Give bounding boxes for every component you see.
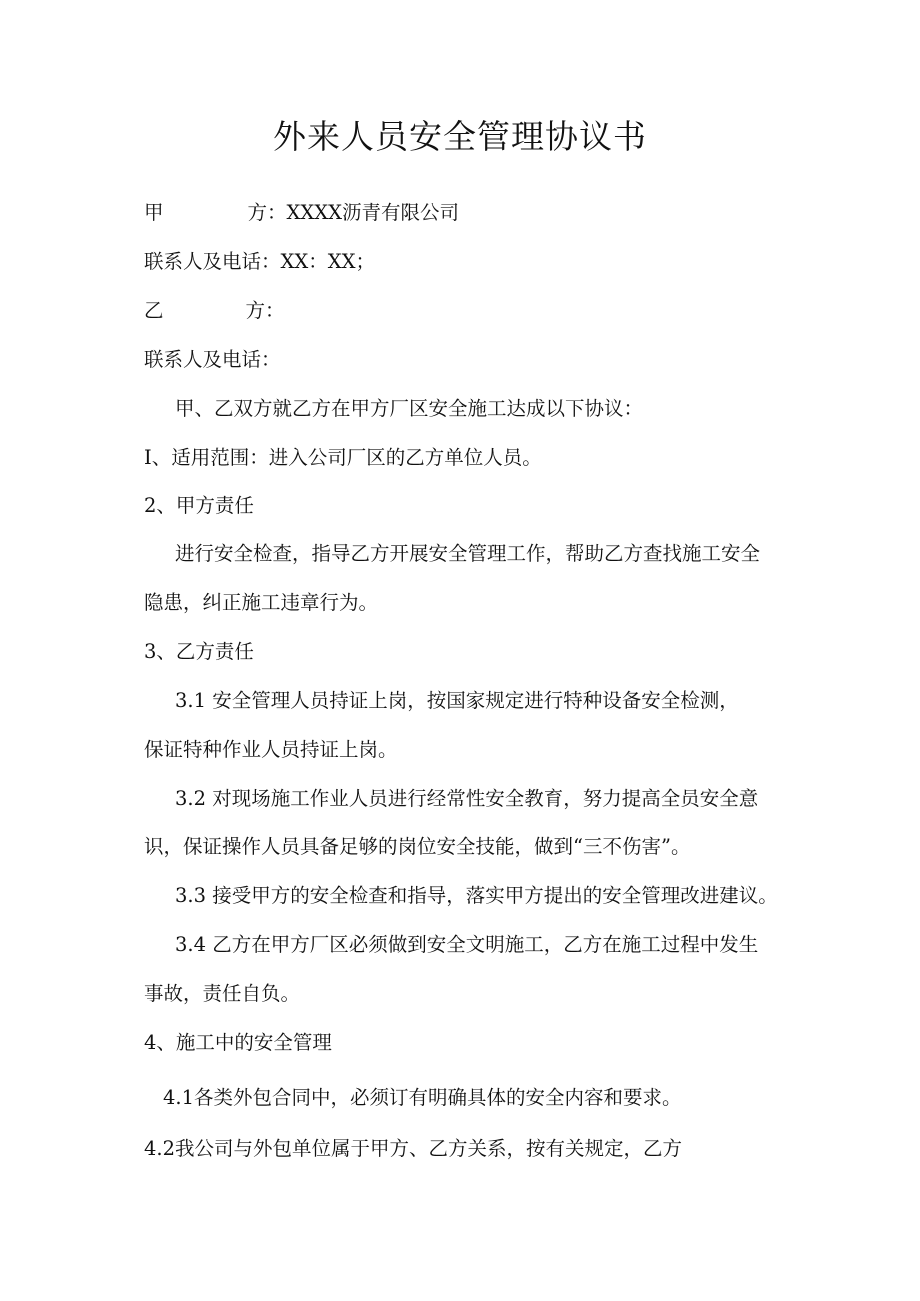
section-3-3: 3.3 接受甲方的安全检查和指导，落实甲方提出的安全管理改进建议。 [175, 884, 778, 907]
section-3-heading: 3、乙方责任 [144, 640, 254, 663]
intro-paragraph: 甲、乙双方就乙方在甲方厂区安全施工达成以下协议： [175, 397, 644, 420]
section-3-1-line1: 3.1 安全管理人员持证上岗，按国家规定进行特种设备安全检测， [175, 689, 739, 712]
party-b-label-char1: 乙 [144, 299, 164, 322]
section-4-2: 4.2我公司与外包单位属于甲方、乙方关系，按有关规定，乙方 [144, 1137, 683, 1160]
party-a-label-char1: 甲 [144, 201, 164, 224]
party-b-line [144, 296, 285, 326]
section-3-4-line2: 事故，责任自负。 [144, 982, 301, 1005]
section-2-text-line1: 进行安全检查，指导乙方开展安全管理工作，帮助乙方查找施工安全 [175, 542, 761, 565]
section-2-text-line2: 隐患，纠正施工违章行为。 [144, 591, 379, 614]
section-4-heading: 4、施工中的安全管理 [144, 1031, 332, 1054]
section-2-heading: 2、甲方责任 [144, 494, 254, 517]
section-1: I、适用范围：进入公司厂区的乙方单位人员。 [144, 446, 542, 469]
party-a-label-char2: 方： [247, 201, 287, 224]
section-3-1-line2: 保证特种作业人员持证上岗。 [144, 738, 398, 761]
section-4-1: 4.1各类外包合同中，必须订有明确具体的安全内容和要求。 [163, 1086, 682, 1109]
section-3-4-line1: 3.4 乙方在甲方厂区必须做到安全文明施工，乙方在施工过程中发生 [175, 933, 759, 956]
party-a-value: XXXX沥青有限公司 [286, 201, 460, 224]
party-a-contact: 联系人及电话：XX：XX； [144, 250, 376, 273]
party-a-line [144, 198, 459, 228]
document-title: 外来人员安全管理协议书 [273, 117, 647, 156]
section-3-2-line2: 识，保证操作人员具备足够的岗位安全技能，做到“三不伤害”。 [144, 835, 691, 858]
party-b-contact: 联系人及电话： [144, 348, 281, 371]
section-3-2-line1: 3.2 对现场施工作业人员进行经常性安全教育，努力提高全员安全意 [175, 787, 759, 810]
party-b-label-char2: 方： [245, 299, 285, 322]
